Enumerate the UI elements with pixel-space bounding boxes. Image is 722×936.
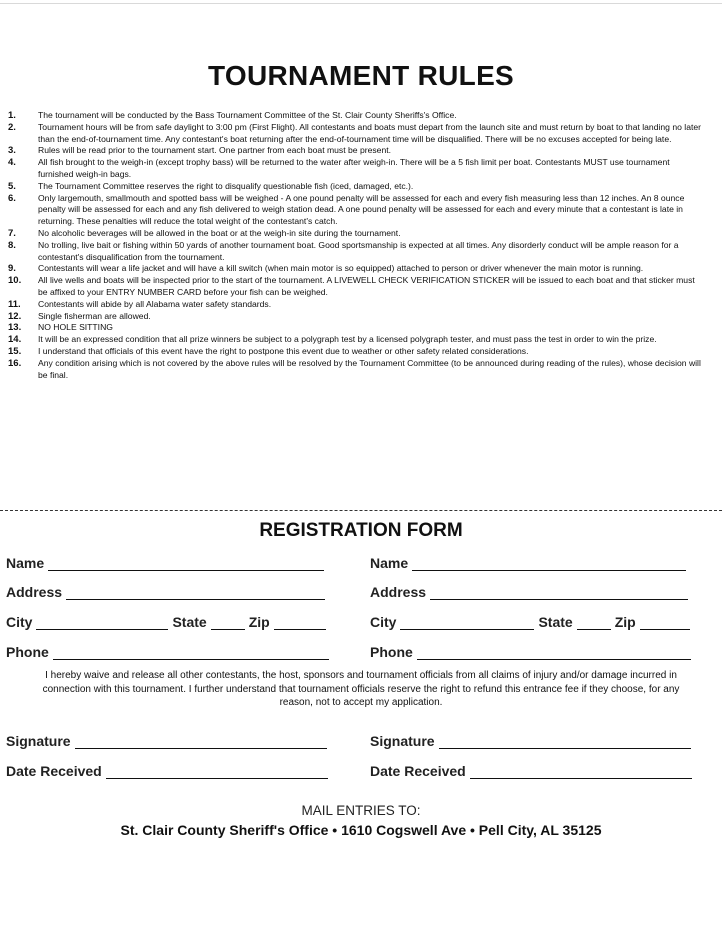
address-field-right[interactable] bbox=[370, 584, 688, 600]
name-label: Name bbox=[370, 555, 409, 571]
rule-item: 2. Tournament hours will be from safe daylight to 3:00 pm (First Flight). All contestants and boats must depart from the launch site and must return by boat to that landing no later than the end-of-tournament time. Any contestant's boat returning after the end-of-tournament time will be disqualified. There will be no excuses accepted for being late. bbox=[8, 122, 706, 146]
rule-item: 16. Any condition arising which is not covered by the above rules will be resolved by the Tournament Committee (to be announced during reading of the rules), whose decision will be final. bbox=[8, 358, 706, 382]
phone-input-line[interactable] bbox=[417, 658, 691, 660]
rule-item: 3. Rules will be read prior to the tournament start. One partner from each boat must be present. bbox=[8, 145, 706, 157]
liability-waiver-text: I hereby waive and release all other contestants, the host, sponsors and tournament officials from all claims of injury and/or damage incurred in connection with this tournament. I further understand that tournament officials reserve the right to refund this entrance fee if they choose, for any reason, not to accept my application. bbox=[42, 670, 680, 708]
page-title: TOURNAMENT RULES bbox=[207, 60, 515, 91]
date-received-label: Date Received bbox=[6, 763, 102, 779]
date-received-field-left[interactable] bbox=[6, 763, 328, 779]
top-divider bbox=[0, 3, 722, 4]
address-label: Address bbox=[6, 584, 63, 600]
phone-label: Phone bbox=[6, 644, 49, 660]
phone-field-right[interactable] bbox=[370, 644, 691, 660]
city-label: City bbox=[6, 614, 33, 630]
rule-item: 14. It will be an expressed condition that all prize winners be subject to a polygraph test by a licensed polygraph tester, and must pass the test in order to win the prize. bbox=[8, 334, 706, 346]
rule-text: It will be an expressed condition that all prize winners be subject to a polygraph test by a licensed polygraph tester, and must pass the test in order to win the prize. bbox=[38, 334, 657, 345]
date-received-input-line[interactable] bbox=[106, 777, 328, 779]
rule-item: 15. I understand that officials of this event have the right to postpone this event due to weather or other safety related considerations. bbox=[8, 346, 706, 358]
rule-item: 13. NO HOLE SITTING bbox=[8, 322, 706, 334]
cut-line-divider bbox=[0, 510, 722, 511]
rule-text: Tournament hours will be from safe daylight to 3:00 pm (First Flight). All contestants and boats must depart from the launch site and must return by boat to that landing no later than the end-of-tournament time. Any contestant's boat returning after the end-of-tournament time will be disqualified. There will be no excuses accepted for being late. bbox=[38, 121, 702, 144]
address-label: Address bbox=[370, 584, 427, 600]
rule-item: 11. Contestants will abide by all Alabama water safety standards. bbox=[8, 299, 706, 311]
city-label: City bbox=[370, 614, 397, 630]
mail-entries-heading: MAIL ENTRIES TO: bbox=[301, 803, 421, 818]
phone-field-left[interactable] bbox=[6, 644, 329, 660]
mailing-address: St. Clair County Sheriff's Office • 1610 Cogswell Ave • Pell City, AL 35125 bbox=[120, 822, 602, 838]
rule-item: 1. The tournament will be conducted by the Bass Tournament Committee of the St. Clair County Sheriffs's Office. bbox=[8, 110, 706, 122]
rule-text: Any condition arising which is not covered by the above rules will be resolved by the Tournament Committee (to be announced during reading of the rules), whose decision will be final. bbox=[38, 357, 701, 380]
rule-text: Contestants will abide by all Alabama water safety standards. bbox=[38, 298, 272, 309]
signature-label: Signature bbox=[370, 733, 435, 749]
name-input-line[interactable] bbox=[412, 569, 686, 571]
state-input-line[interactable] bbox=[577, 628, 611, 630]
rule-text: Single fisherman are allowed. bbox=[38, 310, 151, 321]
signature-field-right[interactable] bbox=[370, 733, 691, 749]
phone-label: Phone bbox=[370, 644, 413, 660]
rule-text: No trolling, live bait or fishing within 50 yards of another tournament boat. Good sportsmanship is expected at all times. Any disorderly conduct will be ample reason for a contestant's disqualification from the tournament. bbox=[38, 239, 679, 262]
signature-label: Signature bbox=[6, 733, 71, 749]
address-input-line[interactable] bbox=[66, 598, 325, 600]
rule-item: 7. No alcoholic beverages will be allowed in the boat or at the weigh-in site during the tournament. bbox=[8, 228, 706, 240]
zip-input-line[interactable] bbox=[274, 628, 326, 630]
state-input-line[interactable] bbox=[211, 628, 245, 630]
zip-label: Zip bbox=[248, 614, 270, 630]
zip-input-line[interactable] bbox=[640, 628, 690, 630]
rule-text: The Tournament Committee reserves the right to disqualify questionable fish (iced, damaged, etc.). bbox=[38, 180, 414, 191]
rules-list bbox=[8, 110, 706, 381]
rule-text: Rules will be read prior to the tournament start. One partner from each boat must be present. bbox=[38, 145, 391, 156]
name-input-line[interactable] bbox=[48, 569, 324, 571]
signature-input-line[interactable] bbox=[75, 747, 327, 749]
city-state-zip-right[interactable] bbox=[370, 614, 690, 630]
rule-item: 12. Single fisherman are allowed. bbox=[8, 311, 706, 323]
rule-text: I understand that officials of this event have the right to postpone this event due to weather or other safety related considerations. bbox=[38, 345, 529, 356]
date-received-input-line[interactable] bbox=[470, 777, 692, 779]
zip-label: Zip bbox=[614, 614, 636, 630]
name-label: Name bbox=[6, 555, 45, 571]
name-field-right[interactable] bbox=[370, 555, 686, 571]
city-state-zip-left[interactable] bbox=[6, 614, 326, 630]
date-received-field-right[interactable] bbox=[370, 763, 692, 779]
rule-text: Contestants will wear a life jacket and will have a kill switch (when main motor is so equipped) attached to person or driver whenever the main motor is running. bbox=[38, 263, 644, 274]
rule-item: 8. No trolling, live bait or fishing within 50 yards of another tournament boat. Good sportsmanship is expected at all times. Any disorderly conduct will be ample reason for a contestant's disqualification from the tournament. bbox=[8, 240, 706, 264]
rule-item: 6. Only largemouth, smallmouth and spotted bass will be weighed - A one pound penalty will be assessed for each and every fish measuring less than 12 inches. An 8 ounce penalty will be assessed for each and any fish delivered to weigh station dead. A one pound penalty will be assessed for each and every minute that a contestant is late in returning. These penalties will reduce the total weight of the contestant's catch. bbox=[8, 193, 706, 228]
rule-text: NO HOLE SITTING bbox=[38, 322, 113, 333]
rule-text: All live wells and boats will be inspected prior to the start of the tournament. A LIVEWELL CHECK VERIFICATION STICKER will be issued to each boat and that sticker must be affixed to your ENTRY NUMBER CARD before your fish can be weighed. bbox=[38, 275, 695, 297]
rule-text: The tournament will be conducted by the Bass Tournament Committee of the St. Clair County Sheriffs's Office. bbox=[38, 110, 457, 120]
signature-field-left[interactable] bbox=[6, 733, 327, 749]
rule-text: All fish brought to the weigh-in (except trophy bass) will be returned to the water after weigh-in. There will be a 5 fish limit per boat. Contestants MUST use tournament furnished weigh-in bags. bbox=[38, 157, 670, 179]
address-input-line[interactable] bbox=[430, 598, 688, 600]
signature-input-line[interactable] bbox=[439, 747, 691, 749]
rule-item: 9. Contestants will wear a life jacket and will have a kill switch (when main motor is so equipped) attached to person or driver whenever the main motor is running. bbox=[8, 263, 706, 275]
city-input-line[interactable] bbox=[400, 628, 534, 630]
registration-form-title: REGISTRATION FORM bbox=[259, 520, 463, 541]
state-label: State bbox=[172, 614, 207, 630]
rule-text: Only largemouth, smallmouth and spotted bass will be weighed - A one pound penalty will be assessed for each and every fish measuring less than 12 inches. An 8 ounce penalty will be assessed for each and any fish delivered to weigh station dead. A one pound penalty will be assessed for each and every minute that a contestant is late in returning. These penalties will reduce the total weight of the contestant's catch. bbox=[38, 192, 685, 227]
rule-item: 4. All fish brought to the weigh-in (except trophy bass) will be returned to the water after weigh-in. There will be a 5 fish limit per boat. Contestants MUST use tournament furnished weigh-in bags. bbox=[8, 157, 706, 181]
phone-input-line[interactable] bbox=[53, 658, 329, 660]
rule-item: 5. The Tournament Committee reserves the right to disqualify questionable fish (iced, damaged, etc.). bbox=[8, 181, 706, 193]
rule-text: No alcoholic beverages will be allowed in the boat or at the weigh-in site during the tournament. bbox=[38, 227, 401, 238]
rule-item: 10. All live wells and boats will be inspected prior to the start of the tournament. A LIVEWELL CHECK VERIFICATION STICKER will be issued to each boat and that sticker must be affixed to your ENTRY NUMBER CARD before your fish can be weighed. bbox=[8, 275, 706, 299]
date-received-label: Date Received bbox=[370, 763, 466, 779]
state-label: State bbox=[538, 614, 573, 630]
address-field-left[interactable] bbox=[6, 584, 325, 600]
city-input-line[interactable] bbox=[36, 628, 168, 630]
name-field-left[interactable] bbox=[6, 555, 324, 571]
